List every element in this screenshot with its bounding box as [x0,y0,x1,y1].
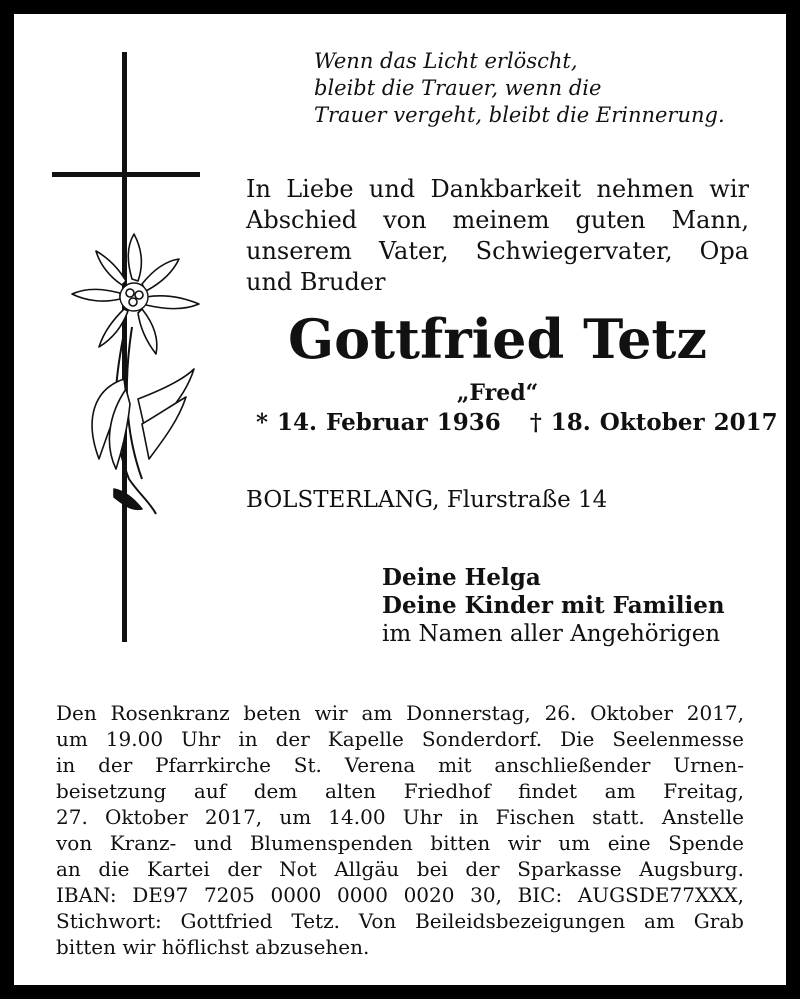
motto-line: bleibt die Trauer, wenn die [314,76,602,100]
signer-line: im Namen aller Angehörigen [382,621,721,647]
notice-line: Den Rosenkranz beten wir am Donnerstag, 26. Oktober 2017, [56,701,744,725]
service-notice [56,700,744,960]
signer-line: Deine Helga [382,564,541,591]
notice-line: beisetzung auf dem alten Friedhof findet am Freitag, [56,779,744,803]
signers [382,564,725,648]
notice-line: IBAN: DE97 7205 0000 0000 0020 30, BIC: AUGSDE77XXX, [56,883,744,907]
intro-line: Abschied von meinem guten Mann, [246,206,749,234]
notice-line: bitten wir höflichst abzusehen. [56,935,370,959]
death-date: † 18. Oktober 2017 [529,409,778,436]
notice-line: an die Kartei der Not Allgäu bei der Sparkasse Augsburg. [56,857,744,881]
motto-line: Wenn das Licht erlöscht, [314,49,578,73]
residence-address: BOLSTERLANG, Flurstraße 14 [246,487,608,513]
cross-bar [52,172,200,177]
edelweiss-icon [54,229,224,529]
deceased-name: Gottfried Tetz [287,307,708,371]
signer-line: Deine Kinder mit Familien [382,592,725,619]
notice-line: von Kranz- und Blumenspenden bitten wir um eine Spende [56,831,744,855]
intro-text [246,174,749,298]
notice-line: 27. Oktober 2017, um 14.00 Uhr in Fischen statt. Anstelle [56,805,744,829]
life-dates [246,409,778,436]
motto-quote [314,48,764,129]
birth-date: * 14. Februar 1936 [256,409,501,436]
deceased-nickname: „Fred“ [456,380,539,406]
notice-line: in der Pfarrkirche St. Verena mit anschließender Urnen- [56,753,744,777]
obituary-card [14,14,786,985]
intro-line: und Bruder [246,268,386,296]
notice-line: um 19.00 Uhr in der Kapelle Sonderdorf. Die Seelenmesse [56,727,744,751]
intro-line: unserem Vater, Schwiegervater, Opa [246,237,749,265]
motto-line: Trauer vergeht, bleibt die Erinnerung. [314,103,725,127]
intro-line: In Liebe und Dankbarkeit nehmen wir [246,175,749,203]
notice-line: Stichwort: Gottfried Tetz. Von Beileidsbezeigungen am Grab [56,909,744,933]
